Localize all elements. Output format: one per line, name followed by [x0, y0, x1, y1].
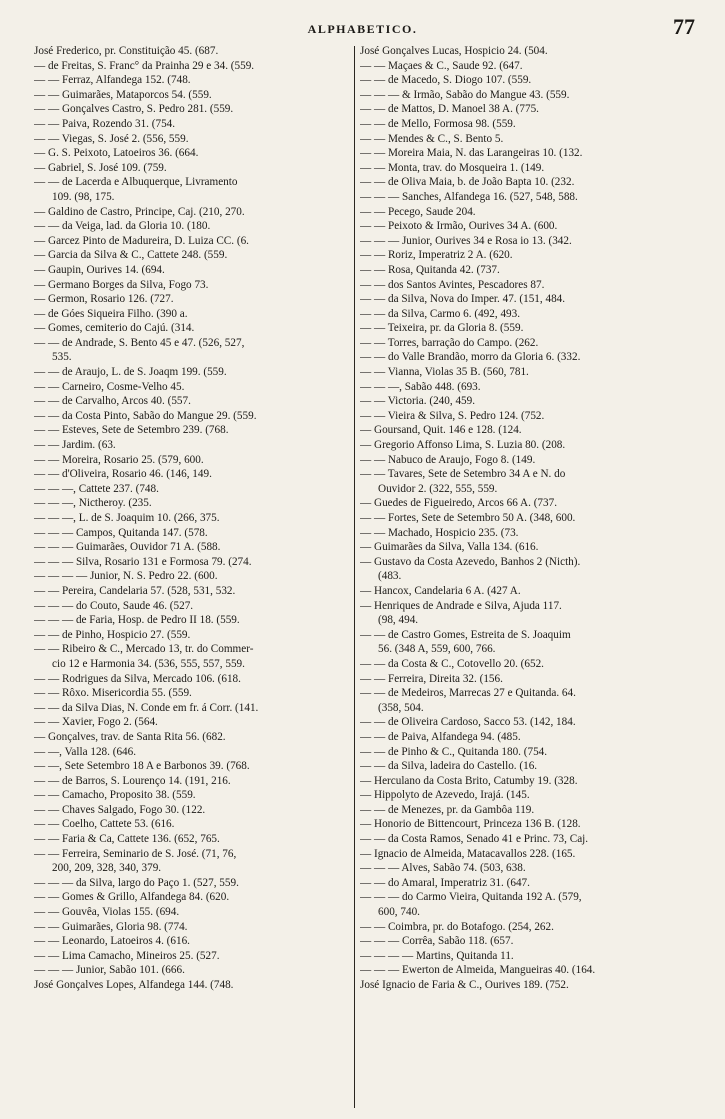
directory-entry: — — —, Sabão 448. (693.	[360, 380, 481, 393]
directory-entry: — — — Guimarães, Ouvidor 71 A. (588.	[34, 541, 221, 554]
directory-entry-continuation: 200, 209, 328, 340, 379.	[52, 862, 162, 875]
directory-entry: — — Monta, trav. do Mosqueira 1. (149.	[360, 161, 545, 174]
directory-entry: — — de Araujo, L. de S. Joaqm 199. (559.	[34, 366, 227, 379]
directory-entry-continuation: Ouvidor 2. (322, 555, 559.	[378, 482, 498, 495]
directory-entry: — — Coimbra, pr. do Botafogo. (254, 262.	[360, 920, 554, 933]
directory-entry: — Goursand, Quit. 146 e 128. (124.	[360, 424, 522, 437]
directory-entry: — — de Castro Gomes, Estreita de S. Joaquim	[360, 628, 571, 641]
directory-entry: — — Gomes & Grillo, Alfandega 84. (620.	[34, 891, 230, 904]
directory-entry: — Gustavo da Costa Azevedo, Banhos 2 (Nicth).	[360, 555, 581, 568]
directory-entry: — — da Silva Dias, N. Conde em fr. á Corr. (141.	[34, 701, 259, 714]
directory-entry: — — da Silva, Nova do Imper. 47. (151, 484.	[360, 293, 566, 306]
directory-entry: — — — da Silva, largo do Paço 1. (527, 559.	[34, 876, 239, 889]
directory-entry: — — da Costa & C., Cotovello 20. (652.	[360, 657, 544, 670]
left-column	[34, 44, 352, 1112]
directory-entry: — — do Amaral, Imperatriz 31. (647.	[360, 876, 530, 889]
directory-entry: — Galdino de Castro, Principe, Caj. (210, 270.	[34, 205, 245, 218]
directory-entry: — — Camacho, Proposito 38. (559.	[34, 789, 196, 802]
directory-entry: — — Torres, barração do Campo. (262.	[360, 336, 539, 349]
directory-entry: — — de Carvalho, Arcos 40. (557.	[34, 395, 191, 408]
directory-entry: José Gonçalves Lopes, Alfandega 144. (748.	[34, 979, 234, 991]
right-column	[360, 44, 692, 1112]
directory-entry: — Guimarães da Silva, Valla 134. (616.	[360, 541, 539, 554]
directory-entry: — — de Lacerda e Albuquerque, Livramento	[34, 176, 238, 189]
directory-entry: — — de Pinho, Hospicio 27. (559.	[34, 628, 191, 641]
directory-entry: — —, Sete Setembro 18 A e Barbonos 39. (768.	[34, 760, 250, 773]
directory-entry: — Herculano da Costa Brito, Catumby 19. (328.	[360, 774, 578, 787]
directory-entry: — — Fortes, Sete de Setembro 50 A. (348, 600.	[360, 512, 576, 524]
directory-entry: — — — Silva, Rosario 131 e Formosa 79. (274.	[34, 555, 252, 568]
directory-entry: — — —, Cattete 237. (748.	[34, 482, 159, 495]
directory-entry: — Germon, Rosario 126. (727.	[34, 293, 174, 306]
directory-entry: — — Moreira Maia, N. das Larangeiras 10. (132.	[360, 147, 583, 160]
directory-entry: — — Rodrigues da Silva, Mercado 106. (618.	[34, 672, 241, 685]
directory-entry: — — — — Junior, N. S. Pedro 22. (600.	[34, 570, 218, 583]
directory-entry: — — dos Santos Avintes, Pescadores 87.	[360, 278, 545, 291]
directory-entry: — — de Medeiros, Marrecas 27 e Quitanda. 64.	[360, 687, 576, 700]
directory-entry: — — Pereira, Candelaria 57. (528, 531, 532.	[34, 584, 236, 597]
directory-entry: — — Roriz, Imperatriz 2 A. (620.	[360, 249, 513, 262]
directory-entry: — — — Junior, Ourives 34 e Rosa io 13. (342.	[360, 234, 572, 247]
directory-entry: — — de Barros, S. Lourenço 14. (191, 216.	[34, 774, 231, 787]
directory-entry: — Henriques de Andrade e Silva, Ajuda 117.	[360, 599, 562, 612]
directory-entry: — — de Menezes, pr. da Gambôa 119.	[360, 803, 535, 816]
directory-entry: — — Rôxo. Misericordia 55. (559.	[34, 687, 192, 700]
directory-entry-continuation: 109. (98, 175.	[52, 190, 115, 203]
directory-entry: — — Victoria. (240, 459.	[360, 395, 476, 408]
directory-entry: — Gonçalves, trav. de Santa Rita 56. (682.	[34, 730, 226, 743]
directory-entry: — — Jardim. (63.	[34, 439, 116, 452]
directory-entry: — — Machado, Hospicio 235. (73.	[360, 526, 519, 539]
directory-entry-continuation: (483.	[378, 570, 402, 583]
directory-entry: — — de Andrade, S. Bento 45 e 47. (526, 527,	[34, 336, 245, 349]
directory-entry: — — do Valle Brandão, morro da Gloria 6. (332.	[360, 351, 581, 364]
directory-entry: — — Paiva, Rozendo 31. (754.	[34, 117, 176, 130]
directory-entry: — — da Veiga, lad. da Gloria 10. (180.	[34, 220, 211, 233]
directory-entry: — Germano Borges da Silva, Fogo 73.	[34, 278, 209, 291]
directory-entry: — — Gonçalves Castro, S. Pedro 281. (559.	[34, 103, 234, 116]
directory-entry: — — de Oliva Maia, b. de João Bapta 10. (232.	[360, 176, 575, 189]
directory-entry: José Ignacio de Faria & C., Ourives 189. (752.	[360, 979, 569, 991]
directory-entry: — Honorio de Bittencourt, Princeza 136 B. (128.	[360, 818, 581, 831]
directory-entry: — — de Pinho & C., Quitanda 180. (754.	[360, 745, 548, 758]
directory-entry: — — Mendes & C., S. Bento 5.	[360, 132, 504, 145]
directory-entry: — — Rosa, Quitanda 42. (737.	[360, 263, 500, 276]
directory-entry: — Garcez Pinto de Madureira, D. Luiza CC. (6.	[34, 234, 249, 247]
directory-entry-continuation: 56. (348 A, 559, 600, 766.	[378, 643, 496, 656]
running-title: ALPHABETICO.	[307, 22, 418, 36]
directory-entry: — — Ferreira, Direita 32. (156.	[360, 672, 503, 685]
directory-entry: — Gabriel, S. José 109. (759.	[34, 161, 167, 174]
directory-entry: — — Moreira, Rosario 25. (579, 600.	[34, 453, 204, 466]
directory-entry: — — Viegas, S. José 2. (556, 559.	[34, 132, 189, 145]
directory-entry: — — Vieira & Silva, S. Pedro 124. (752.	[360, 409, 545, 422]
directory-entry: — Ignacio de Almeida, Matacavallos 228. (165.	[360, 847, 576, 860]
directory-entry: — — Xavier, Fogo 2. (564.	[34, 716, 158, 729]
directory-entry: — — de Mattos, D. Manoel 38 A. (775.	[360, 103, 539, 116]
directory-entry-continuation: cio 12 e Harmonia 34. (536, 555, 557, 559.	[52, 657, 245, 670]
directory-entry: — Gomes, cemiterio do Cajú. (314.	[34, 322, 195, 335]
directory-entry: — — da Costa Ramos, Senado 41 e Princ. 73, Caj.	[360, 833, 589, 846]
directory-entry-continuation: 600, 740.	[378, 906, 420, 919]
directory-entry: — — Guimarães, Mataporcos 54. (559.	[34, 88, 212, 101]
directory-entry: — — Esteves, Sete de Setembro 239. (768.	[34, 424, 229, 437]
directory-entry: — —, Valla 128. (646.	[34, 745, 137, 758]
directory-entry: — — Ferreira, Seminario de S. José. (71, 76,	[34, 847, 237, 860]
directory-entry: — — — Ewerton de Almeida, Mangueiras 40. (164.	[360, 964, 596, 977]
directory-entry: — — —, Nictheroy. (235.	[34, 497, 152, 510]
directory-entry: — — Coelho, Cattete 53. (616.	[34, 818, 175, 831]
directory-entry: — Guedes de Figueiredo, Arcos 66 A. (737.	[360, 497, 557, 510]
directory-entry: — — Lima Camacho, Mineiros 25. (527.	[34, 949, 220, 962]
directory-entry-continuation: (98, 494.	[378, 614, 419, 627]
directory-entry: — — Tavares, Sete de Setembro 34 A e N. do	[360, 468, 566, 481]
directory-entry: — — Peixoto & Irmão, Ourives 34 A. (600.	[360, 220, 558, 233]
directory-entry: — — — Sanches, Alfandega 16. (527, 548, 588.	[360, 190, 578, 203]
directory-entry: — — da Costa Pinto, Sabão do Mangue 29. (559.	[34, 409, 257, 422]
directory-entry-continuation: 535.	[52, 351, 72, 364]
directory-entry: — Garcia da Silva & C., Cattete 248. (559.	[34, 249, 228, 262]
directory-entry: — — de Macedo, S. Diogo 107. (559.	[360, 74, 532, 87]
directory-entry: — — Vianna, Violas 35 B. (560, 781.	[360, 366, 529, 379]
directory-entry: — Hancox, Candelaria 6 A. (427 A.	[360, 584, 521, 597]
directory-entry: — — Pecego, Saude 204.	[360, 205, 476, 218]
directory-entry: — — Ferraz, Alfandega 152. (748.	[34, 74, 191, 87]
directory-entry: — — Carneiro, Cosme-Velho 45.	[34, 380, 185, 393]
directory-entry: — — — de Faria, Hosp. de Pedro II 18. (559.	[34, 614, 240, 627]
directory-entry: — — Leonardo, Latoeiros 4. (616.	[34, 935, 190, 948]
directory-entry: — — Teixeira, pr. da Gloria 8. (559.	[360, 322, 524, 335]
directory-entry: — — Faria & Ca, Cattete 136. (652, 765.	[34, 833, 220, 846]
directory-entry: — — d'Oliveira, Rosario 46. (146, 149.	[34, 468, 212, 481]
directory-entry: — — — & Irmão, Sabão do Mangue 43. (559.	[360, 88, 570, 101]
directory-entry: — — de Mello, Formosa 98. (559.	[360, 117, 516, 130]
directory-entry: — — — do Couto, Saude 46. (527.	[34, 599, 194, 612]
directory-entry: — — Gouvêa, Violas 155. (694.	[34, 906, 180, 919]
directory-entry: — — Nabuco de Araujo, Fogo 8. (149.	[360, 453, 536, 466]
directory-entry: — — — do Carmo Vieira, Quitanda 192 A. (579,	[360, 891, 582, 904]
directory-entry: — — — Junior, Sabão 101. (666.	[34, 964, 185, 977]
directory-entry: — — de Oliveira Cardoso, Sacco 53. (142, 184.	[360, 716, 576, 729]
directory-entry: José Frederico, pr. Constituição 45. (687.	[34, 45, 219, 57]
directory-entry: — — Chaves Salgado, Fogo 30. (122.	[34, 803, 206, 816]
directory-entry: — — Ribeiro & C., Mercado 13, tr. do Commer-	[34, 643, 254, 656]
column-divider	[354, 46, 355, 1108]
page-header	[30, 14, 695, 44]
directory-entry: — Hippolyto de Azevedo, Irajá. (145.	[360, 789, 530, 802]
directory-entry: — — — Alves, Sabão 74. (503, 638.	[360, 862, 526, 875]
directory-entry: — Gaupin, Ourives 14. (694.	[34, 263, 165, 276]
directory-entry: — — — Campos, Quitanda 147. (578.	[34, 526, 208, 539]
directory-entry: — G. S. Peixoto, Latoeiros 36. (664.	[34, 147, 199, 160]
directory-entry-continuation: (358, 504.	[378, 701, 424, 714]
directory-entry: José Gonçalves Lucas, Hospicio 24. (504.	[360, 45, 548, 57]
directory-entry: — — —, L. de S. Joaquim 10. (266, 375.	[34, 512, 220, 524]
page-number: 77	[673, 14, 695, 39]
directory-entry: — — Maçaes & C., Saude 92. (647.	[360, 59, 523, 72]
directory-entry: — — — — Martins, Quitanda 11.	[360, 949, 514, 962]
directory-entry: — de Freitas, S. Franc° da Prainha 29 e 34. (559.	[34, 59, 255, 72]
directory-entry: — — — Corrêa, Sabão 118. (657.	[360, 935, 514, 948]
directory-entry: — — da Silva, Carmo 6. (492, 493.	[360, 307, 521, 320]
directory-entry: — — de Paiva, Alfandega 94. (485.	[360, 730, 521, 743]
directory-entry: — de Góes Siqueira Filho. (390 a.	[34, 307, 188, 320]
directory-entry: — Gregorio Affonso Lima, S. Luzia 80. (208.	[360, 439, 566, 452]
directory-entry: — — da Silva, ladeira do Castello. (16.	[360, 760, 538, 773]
directory-entry: — — Guimarães, Gloria 98. (774.	[34, 920, 188, 933]
